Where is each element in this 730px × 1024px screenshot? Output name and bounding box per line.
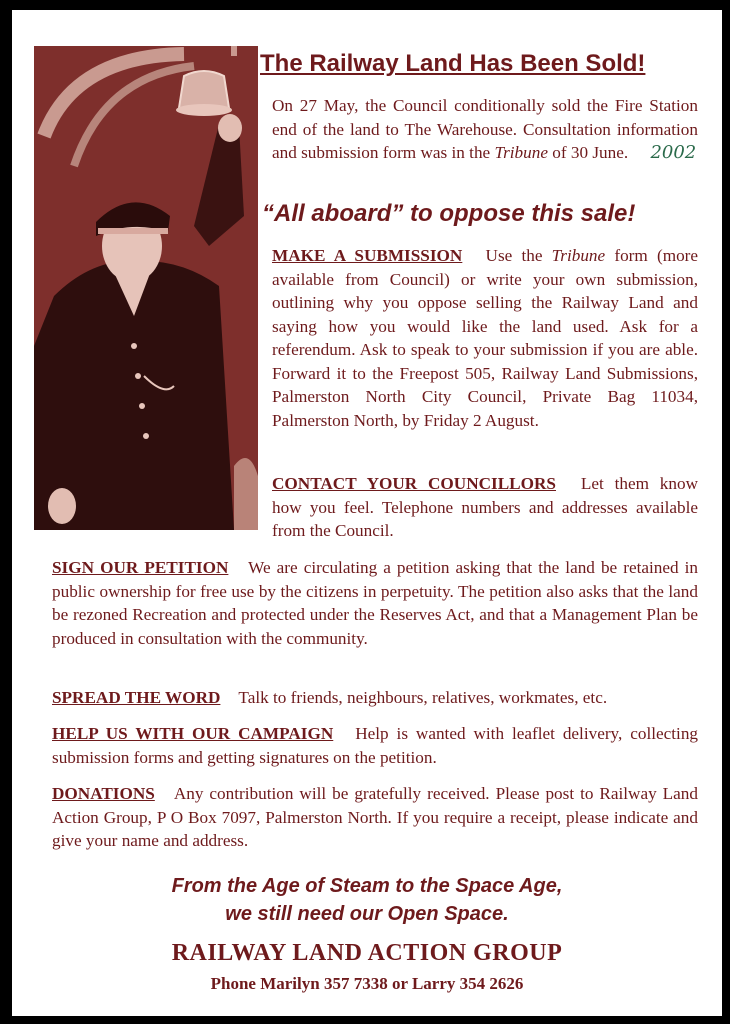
help-campaign-section	[52, 722, 698, 769]
railwayman-ringing-bell-photo	[34, 46, 258, 530]
spread-word-section	[52, 686, 698, 710]
flyer-page	[12, 10, 722, 1016]
donations-heading: DONATIONS	[52, 784, 155, 803]
contact-councillors-heading: CONTACT YOUR COUNCILLORS	[272, 474, 556, 493]
make-submission-text-start: Use the	[485, 246, 543, 265]
slogan: “All aboard” to oppose this sale!	[262, 200, 636, 227]
contact-phone: Phone Marilyn 357 7338 or Larry 354 2626	[210, 974, 524, 993]
tagline	[12, 872, 722, 928]
sign-petition-text: We are circulating a petition asking that the land be retained in public ownership for free use by the citizens in perpetuity. The petition also asks that the land be rezoned Recreation and protected under the Reserves Act, and that a Management Plan be produced in consultation with the community.	[52, 558, 698, 648]
make-submission-text: form (more available from Council) or write your own submission, outlining why you oppose selling the Railway Land and saying how you would like the land used. Ask for a referendum. Ask to speak to your submission if you are able. Forward it to the Freepost 505, Railway Land Submissions, Palmerston North City Council, Private Bag 11034, Palmerston North, by Friday 2 August.	[272, 246, 699, 430]
spread-word-heading: SPREAD THE WORD	[52, 688, 221, 707]
handwritten-year: 2002	[650, 142, 697, 163]
tagline-line-1: From the Age of Steam to the Space Age,	[171, 875, 563, 897]
sign-petition-section	[52, 556, 698, 650]
sign-petition-heading: SIGN OUR PETITION	[52, 558, 229, 577]
donations-section	[52, 782, 698, 853]
intro-paragraph	[272, 94, 698, 165]
tagline-line-2: we still need our Open Space.	[225, 903, 509, 925]
flyer-title: The Railway Land Has Been Sold!	[260, 50, 646, 77]
make-submission-heading: MAKE A SUBMISSION	[272, 246, 463, 265]
tribune-name: Tribune	[494, 143, 548, 162]
intro-text-end: of 30 June.	[552, 143, 629, 162]
tribune-name: Tribune	[551, 246, 606, 265]
make-submission-section	[272, 244, 698, 432]
group-name: RAILWAY LAND ACTION GROUP	[171, 940, 563, 966]
help-campaign-text: Help is wanted with leaflet delivery, collecting submission forms and getting signatures on the petition.	[52, 724, 699, 767]
contact-councillors-section	[272, 472, 698, 543]
contact-councillors-text: Let them know how you feel. Telephone numbers and addresses available from the Council.	[272, 474, 698, 540]
intro-text: On 27 May, the Council conditionally sold the Fire Station end of the land to The Warehouse. Consultation information and submission form was in the	[272, 96, 698, 162]
spread-word-text: Talk to friends, neighbours, relatives, workmates, etc.	[238, 688, 608, 707]
donations-text: Any contribution will be gratefully received. Please post to Railway Land Action Group, P O Box 7097, Palmerston North. If you require a receipt, please indicate and give your name and address.	[52, 784, 698, 850]
help-campaign-heading: HELP US WITH OUR CAMPAIGN	[52, 724, 334, 743]
